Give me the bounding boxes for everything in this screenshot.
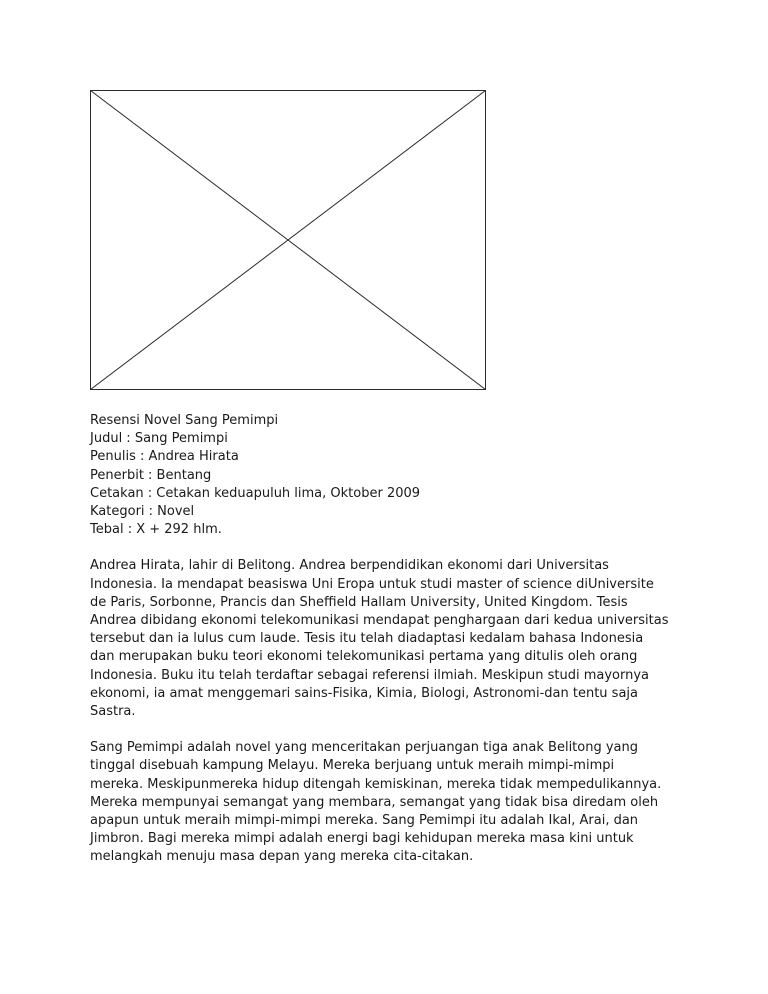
book-metadata: [90, 412, 690, 539]
paragraph-line: tersebut dan ia lulus cum laude. Tesis itu telah diadaptasi kedalam bahasa Indonesia: [90, 631, 644, 647]
paragraph-line: dan merupakan buku teori ekonomi telekomunikasi pertama yang ditulis oleh orang: [90, 649, 638, 665]
document-content: [90, 412, 690, 867]
review-title: Resensi Novel Sang Pemimpi: [90, 413, 279, 428]
paragraph-line: Sastra.: [90, 704, 136, 720]
paragraph-line: mereka. Meskipunmereka hidup ditengah kemiskinan, mereka tidak mempedulikannya.: [90, 776, 662, 792]
paragraph-line: Andrea Hirata, lahir di Belitong. Andrea berpendidikan ekonomi dari Universitas: [90, 558, 609, 574]
paragraph-line: tinggal disebuah kampung Melayu. Mereka berjuang untuk meraih mimpi-mimpi: [90, 758, 615, 774]
meta-kategori: Kategori : Novel: [90, 504, 195, 520]
author-paragraph: [90, 557, 690, 721]
paragraph-line: Indonesia. Buku itu telah terdaftar sebagai referensi ilmiah. Meskipun studi mayornya: [90, 667, 649, 683]
meta-tebal: Tebal : X + 292 hlm.: [90, 522, 222, 538]
paragraph-line: Mereka mempunyai semangat yang membara, semangat yang tidak bisa diredam oleh: [90, 794, 659, 810]
paragraph-line: Sang Pemimpi adalah novel yang menceritakan perjuangan tiga anak Belitong yang: [90, 740, 638, 756]
paragraph-line: Indonesia. Ia mendapat beasiswa Uni Eropa untuk studi master of science diUniversite: [90, 576, 654, 592]
paragraph-line: melangkah menuju masa depan yang mereka cita-citakan.: [90, 849, 474, 865]
paragraph-line: Andrea dibidang ekonomi telekomunikasi mendapat penghargaan dari kedua universitas: [90, 613, 669, 629]
synopsis-paragraph: [90, 739, 690, 866]
image-placeholder-icon: [90, 90, 486, 390]
paragraph-line: de Paris, Sorbonne, Prancis dan Sheffield Hallam University, United Kingdom. Tesis: [90, 594, 628, 610]
meta-penulis: Penulis : Andrea Hirata: [90, 449, 239, 465]
meta-cetakan: Cetakan : Cetakan keduapuluh lima, Oktober 2009: [90, 485, 421, 501]
image-placeholder: [90, 90, 486, 390]
paragraph-line: apapun untuk meraih mimpi-mimpi mereka. Sang Pemimpi itu adalah Ikal, Arai, dan: [90, 813, 639, 829]
paragraph-line: Jimbron. Bagi mereka mimpi adalah energi bagi kehidupan mereka masa kini untuk: [90, 831, 634, 847]
meta-judul: Judul : Sang Pemimpi: [90, 431, 228, 447]
paragraph-line: ekonomi, ia amat menggemari sains-Fisika, Kimia, Biologi, Astronomi-dan tentu saja: [90, 685, 638, 701]
meta-penerbit: Penerbit : Bentang: [90, 467, 212, 483]
